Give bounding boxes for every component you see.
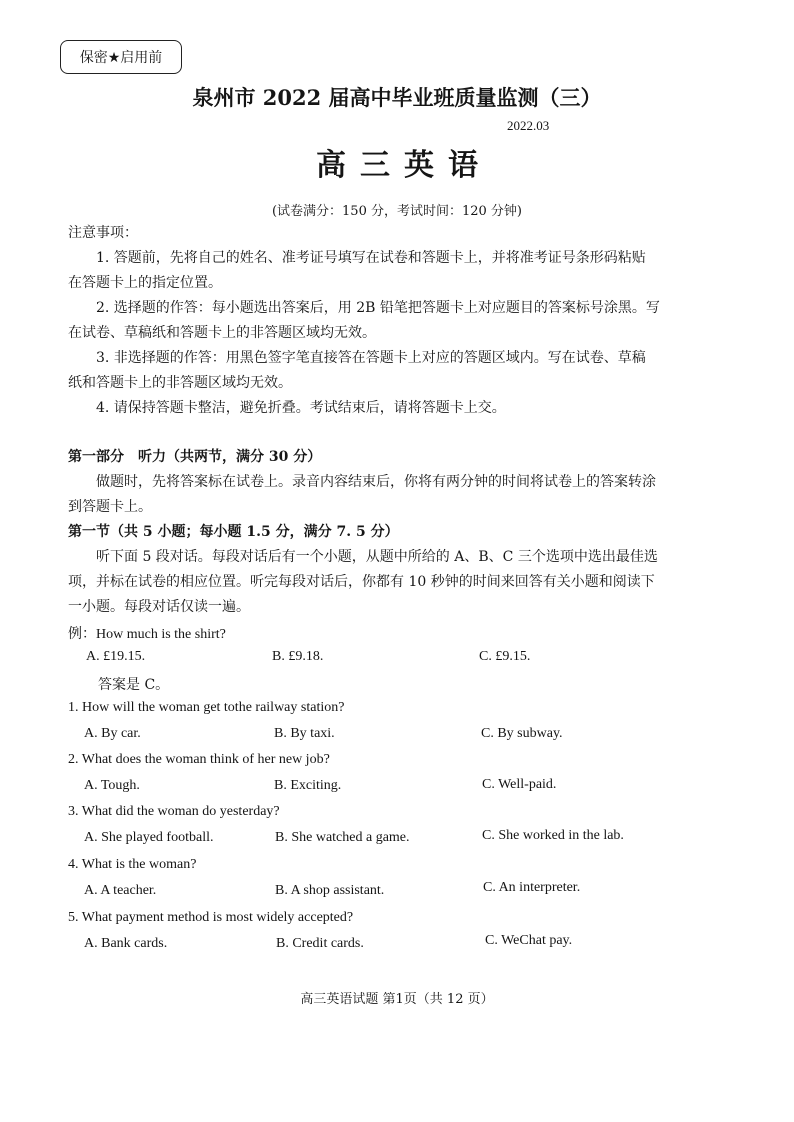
notes-line: 在答题卡上的指定位置。 <box>68 275 222 291</box>
option-b: B. Exciting. <box>274 778 342 793</box>
option-a: A. She played football. <box>84 830 214 845</box>
option-b: B. A shop assistant. <box>275 883 385 898</box>
section1-heading: 第一节（共 5 小题；每小题 1.5 分，满分 7. 5 分） <box>68 524 399 540</box>
page-footer: 高三英语试题 第1页（共 12 页） <box>300 992 494 1007</box>
option-c: C. An interpreter. <box>483 880 581 895</box>
notes-line: 1. 答题前，先将自己的姓名、准考证号填写在试卷和答题卡上，并将准考证号条形码粘贴 <box>96 250 646 266</box>
option-b: B. Credit cards. <box>276 936 364 951</box>
notes-line: 在试卷、草稿纸和答题卡上的非答题区域均无效。 <box>68 325 376 341</box>
part1-heading: 第一部分 听力（共两节，满分 30 分） <box>68 449 322 465</box>
option-b: B. £9.18. <box>272 649 324 664</box>
part1-intro-line: 到答题卡上。 <box>68 499 152 515</box>
notes-line: 4. 请保持答题卡整洁，避免折叠。考试结束后，请将答题卡上交。 <box>96 400 506 416</box>
option-a: A. A teacher. <box>84 883 157 898</box>
question-text: 2. What does the woman think of her new job? <box>68 752 330 767</box>
option-c: C. £9.15. <box>479 649 531 664</box>
option-c: C. She worked in the lab. <box>482 828 624 843</box>
option-b: B. By taxi. <box>274 726 335 741</box>
question-text: 3. What did the woman do yesterday? <box>68 804 280 819</box>
option-a: A. Tough. <box>84 778 140 793</box>
option-c: C. By subway. <box>481 726 563 741</box>
option-c: C. WeChat pay. <box>485 933 573 948</box>
option-a: A. Bank cards. <box>84 936 168 951</box>
exam-info: (试卷满分：150 分，考试时间：120 分钟) <box>271 204 523 219</box>
section1-intro-line: 听下面 5 段对话。每段对话后有一个小题，从题中所给的 A、B、C 三个选项中选出最佳选 <box>96 549 658 565</box>
option-b: B. She watched a game. <box>275 830 410 845</box>
notes-line: 纸和答题卡上的非答题区域均无效。 <box>68 375 292 391</box>
option-a: A. By car. <box>84 726 141 741</box>
subject-title: 高三英语 <box>316 148 492 183</box>
notes-line: 3. 非选择题的作答：用黑色签字笔直接答在答题卡上对应的答题区域内。写在试卷、草稿 <box>96 350 646 366</box>
option-a: A. £19.15. <box>86 649 146 664</box>
notes-line: 2. 选择题的作答：每小题选出答案后，用 2B 铅笔把答题卡上对应题目的答案标号涂黑。写 <box>96 300 660 316</box>
question-text: 1. How will the woman get tothe railway station? <box>68 700 345 715</box>
section1-intro-line: 项，并标在试卷的相应位置。听完每段对话后，你都有 10 秒钟的时间来回答有关小题和阅读下 <box>68 574 655 590</box>
confidential-stamp: 保密★启用前 <box>60 40 182 74</box>
example-answer: 答案是 C。 <box>98 677 170 693</box>
option-c: C. Well-paid. <box>482 777 557 792</box>
example-question: 例：How much is the shirt? <box>68 627 226 642</box>
section1-intro-line: 一小题。每段对话仅读一遍。 <box>68 599 250 615</box>
exam-date: 2022.03 <box>507 118 550 133</box>
question-text: 4. What is the woman? <box>68 857 197 872</box>
exam-title: 泉州市 2022 届高中毕业班质量监测（三） <box>192 85 602 110</box>
question-text: 5. What payment method is most widely accepted? <box>68 910 354 925</box>
part1-intro-line: 做题时，先将答案标在试卷上。录音内容结束后，你将有两分钟的时间将试卷上的答案转涂 <box>96 474 656 490</box>
notes-heading: 注意事项： <box>68 225 138 241</box>
